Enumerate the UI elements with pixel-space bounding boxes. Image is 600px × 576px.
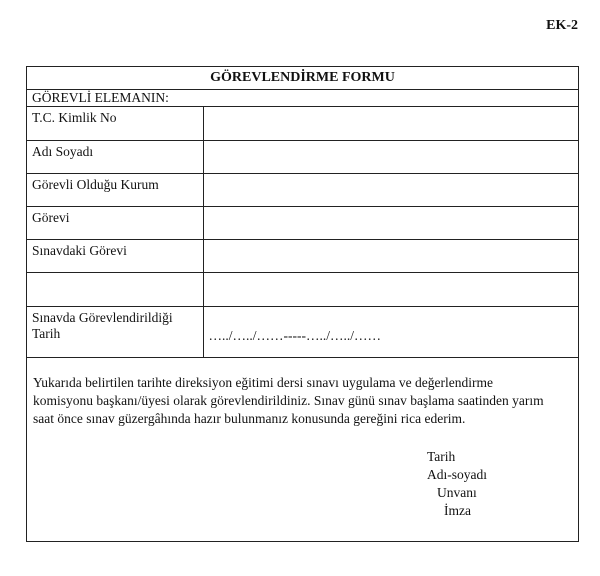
section-label: GÖREVLİ ELEMANIN:: [32, 90, 169, 105]
field-label-tc-id: T.C. Kimlik No: [27, 107, 203, 141]
table-row: [27, 207, 578, 240]
field-label-name: Adı Soyadı: [27, 141, 203, 174]
table-row: [27, 174, 578, 207]
field-label-exam-duty: Sınavdaki Görevi: [27, 240, 203, 273]
table-row: [27, 273, 578, 307]
field-value-name[interactable]: [203, 141, 578, 174]
signature-title-label: Unvanı: [437, 484, 477, 500]
field-value-duty[interactable]: [203, 207, 578, 240]
table-row: [27, 141, 578, 174]
signature-sign-label: İmza: [444, 502, 471, 518]
field-label-duty: Görevi: [27, 207, 203, 240]
assignment-form: [26, 66, 579, 542]
field-value-assignment-date[interactable]: …../…../……-----…../…../……: [203, 307, 578, 357]
notification-paragraph: Yukarıda belirtilen tarihte direksiyon eğitimi dersi sınavı uygulama ve değerlendirme komisyonu başkanı/üyesi olarak görevlendirildiniz. Sınav günü sınav başlama saatinden yarım saat önce sınav güzergâhında hazır bulunmanız konusunda gereğini rica ederim.: [33, 374, 544, 426]
form-body: [27, 357, 578, 520]
table-row: [27, 307, 578, 357]
field-label-institution: Görevli Olduğu Kurum: [27, 174, 203, 207]
field-value-exam-duty[interactable]: [203, 240, 578, 273]
table-row: [27, 107, 578, 141]
form-fields-table: [27, 106, 578, 357]
signature-block: [427, 448, 578, 520]
field-value-institution[interactable]: [203, 174, 578, 207]
field-label-assignment-date: Sınavda Görevlendirildiği Tarih: [27, 307, 203, 357]
form-title: GÖREVLENDİRME FORMU: [27, 67, 578, 90]
signature-name-label: Adı-soyadı: [427, 466, 487, 482]
field-value-blank[interactable]: [203, 273, 578, 307]
field-value-tc-id[interactable]: [203, 107, 578, 141]
signature-date-label: Tarih: [427, 448, 456, 464]
field-label-blank: [27, 273, 203, 307]
annex-label: EK-2: [546, 18, 578, 33]
table-row: [27, 240, 578, 273]
